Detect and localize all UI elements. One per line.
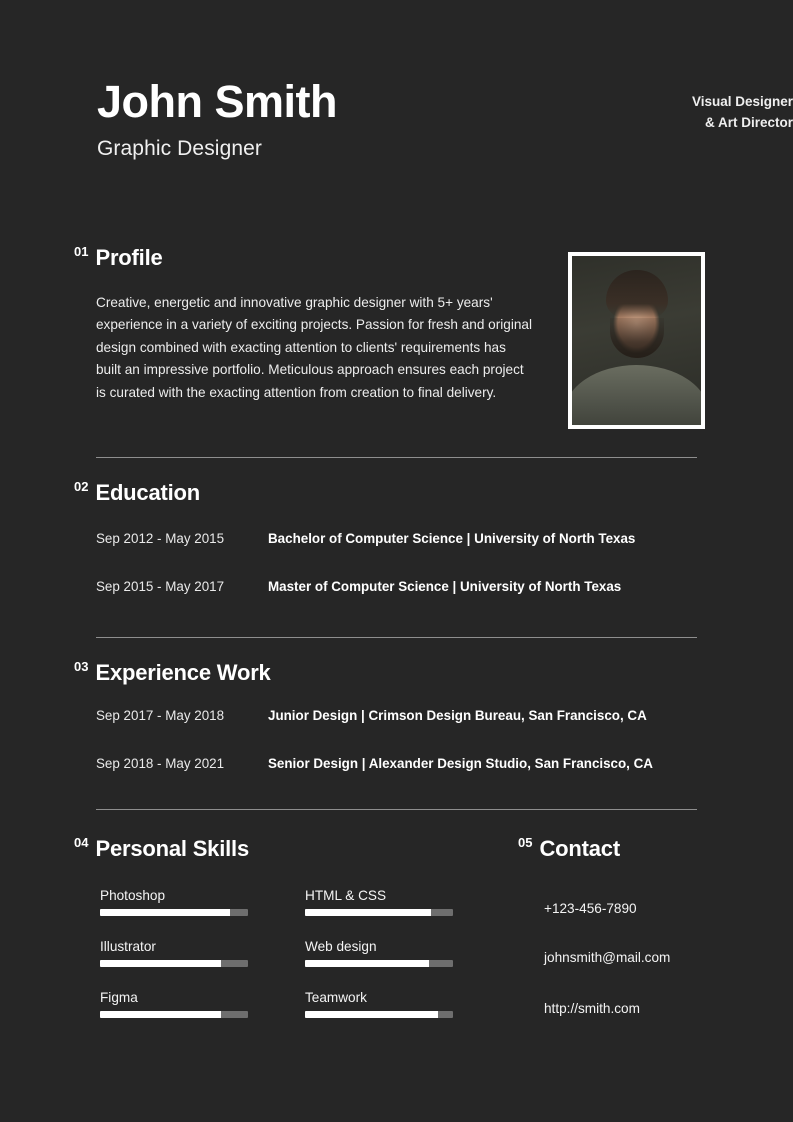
contact-email[interactable]: johnsmith@mail.com bbox=[544, 950, 671, 965]
list-item bbox=[96, 579, 621, 594]
entry-dates: Sep 2015 - May 2017 bbox=[96, 579, 225, 594]
section-title: Contact bbox=[539, 836, 620, 861]
skill-bar-track bbox=[100, 909, 248, 916]
section-number: 02 bbox=[74, 479, 89, 494]
section-title: Personal Skills bbox=[95, 836, 249, 861]
section-title: Profile bbox=[95, 245, 163, 270]
profile-body-text: Creative, energetic and innovative graphic designer with 5+ years' experience in a variety of exciting projects. Passion for fresh and original design combined with exacting attention to clients' requirements has built an impressive portfolio. Meticulous approach ensures each project is curated with the exacting attention from creation to final delivery. bbox=[96, 295, 532, 400]
section-heading-experience bbox=[74, 659, 271, 685]
skill-bar-track bbox=[305, 909, 453, 916]
list-item bbox=[96, 756, 653, 771]
skill-bar-track bbox=[100, 1011, 248, 1018]
skill-label: Illustrator bbox=[100, 939, 156, 954]
skill-bar-fill bbox=[305, 909, 431, 916]
section-number: 03 bbox=[74, 659, 89, 674]
section-heading-education bbox=[74, 479, 201, 505]
list-item bbox=[96, 531, 635, 546]
entry-detail: Bachelor of Computer Science | University of North Texas bbox=[268, 531, 636, 546]
section-heading-skills bbox=[74, 835, 249, 861]
entry-detail: Junior Design | Crimson Design Bureau, San Francisco, CA bbox=[268, 708, 647, 723]
skill-label: Teamwork bbox=[305, 990, 367, 1005]
entry-dates: Sep 2018 - May 2021 bbox=[96, 756, 225, 771]
divider bbox=[96, 809, 697, 810]
skill-label: Web design bbox=[305, 939, 377, 954]
skill-item bbox=[305, 939, 453, 967]
tagline-line-1: Visual Designer bbox=[691, 94, 793, 109]
skill-label: HTML & CSS bbox=[305, 888, 387, 903]
skill-item bbox=[100, 990, 248, 1018]
job-title: Graphic Designer bbox=[97, 137, 263, 161]
section-number: 05 bbox=[518, 835, 533, 850]
skill-item bbox=[305, 888, 453, 916]
skill-item bbox=[305, 990, 453, 1018]
skill-bar-fill bbox=[305, 960, 429, 967]
entry-dates: Sep 2017 - May 2018 bbox=[96, 708, 225, 723]
portrait-hair bbox=[606, 270, 668, 318]
section-number: 01 bbox=[74, 244, 89, 259]
section-number: 04 bbox=[74, 835, 89, 850]
header-tagline bbox=[573, 92, 793, 134]
skill-label: Photoshop bbox=[100, 888, 166, 903]
skill-bar-track bbox=[100, 960, 248, 967]
section-heading-profile bbox=[74, 244, 163, 270]
page-title: John Smith bbox=[97, 76, 337, 127]
tagline-line-2: & Art Director bbox=[704, 114, 793, 130]
contact-phone[interactable]: +123-456-7890 bbox=[544, 901, 637, 916]
section-heading-contact bbox=[518, 835, 620, 861]
skill-bar-fill bbox=[305, 1011, 438, 1018]
avatar bbox=[568, 252, 705, 429]
divider bbox=[96, 457, 697, 458]
skill-item bbox=[100, 939, 248, 967]
entry-dates: Sep 2012 - May 2015 bbox=[96, 531, 225, 546]
skill-bar-fill bbox=[100, 960, 221, 967]
section-title: Education bbox=[95, 480, 201, 505]
skill-label: Figma bbox=[100, 990, 138, 1005]
section-title: Experience Work bbox=[95, 660, 271, 685]
skill-bar-fill bbox=[100, 1011, 221, 1018]
entry-detail: Master of Computer Science | University of North Texas bbox=[268, 579, 622, 594]
entry-detail: Senior Design | Alexander Design Studio, San Francisco, CA bbox=[268, 756, 653, 771]
skill-bar-track bbox=[305, 960, 453, 967]
divider bbox=[96, 637, 697, 638]
skill-bar-track bbox=[305, 1011, 453, 1018]
contact-website[interactable]: http://smith.com bbox=[544, 1001, 640, 1016]
skill-item bbox=[100, 888, 248, 916]
list-item bbox=[96, 708, 647, 723]
skill-bar-fill bbox=[100, 909, 230, 916]
